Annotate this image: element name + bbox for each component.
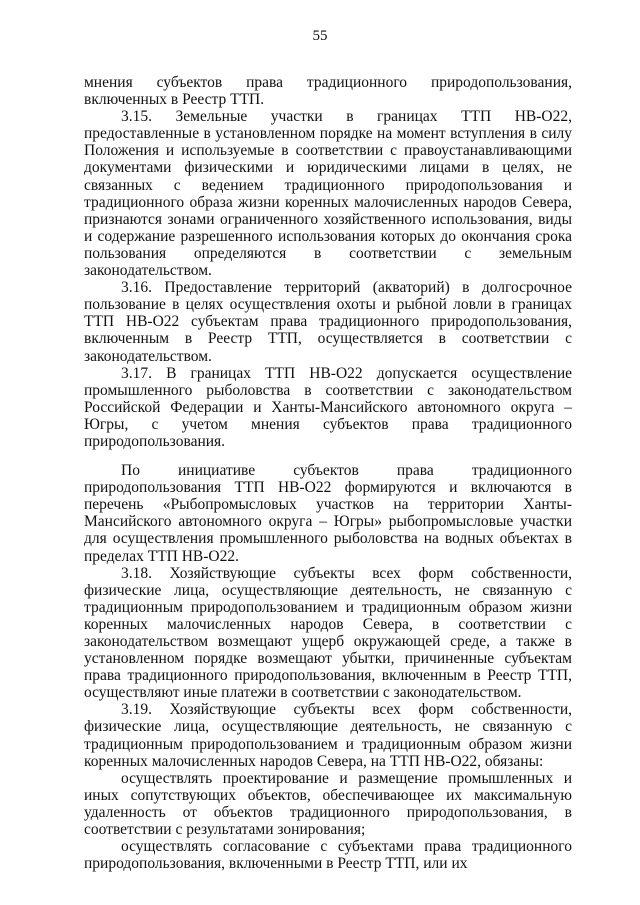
document-body [84, 74, 572, 872]
paragraph-3-16: 3.16. Предоставление территорий (акваторий) в долгосрочное пользование в целях осуществления охоты и рыбной ловли в границах ТТП НВ-О22 субъектам права традиционного природопользования, включенным в Реестр ТТП, осуществляется в соответствии с законодательством. [84, 279, 572, 365]
paragraph-3-17: 3.17. В границах ТТП НВ-О22 допускается осуществление промышленного рыболовства в соответствии с законодательством Российской Федерации и Ханты-Мансийского автономного округа – Югры, с учетом мнения субъектов права традиционного природопользования. [84, 364, 572, 450]
page-number: 55 [312, 28, 328, 44]
paragraph-continuation: мнения субъектов права традиционного природопользования, включенных в Реестр ТТП. [84, 74, 572, 109]
paragraph-3-19: 3.19. Хозяйствующие субъекты всех форм собственности, физические лица, осуществляющие деятельность, не связанную с традиционным природопользованием и традиционным образом жизни коренных малочисленных народов Севера, на ТТП НВ-О22, обязаны: [84, 701, 572, 770]
list-item-agreement: осуществлять согласование с субъектами права традиционного природопользования, включенными в Реестр ТТП, или их [84, 838, 572, 873]
paragraph-3-15: 3.15. Земельные участки в границах ТТП НВ-О22, предоставленные в установленном порядке на момент вступления в силу Положения и используемые в соответствии с правоустанавливающими документами физическими и юридическими лицами в целях, не связанных с ведением традиционного природопользования и традиционного образа жизни коренных малочисленных народов Севера, признаются зонами ограниченного хозяйственного использования, виды и содержание разрешенного использования которых до окончания срока пользования определяются в соответствии с земельным законодательством. [84, 108, 572, 280]
list-item-design: осуществлять проектирование и размещение промышленных и иных сопутствующих объектов, обеспечивающее их максимальную удаленность от объектов традиционного природопользования, в соответствии с результатами зонирования; [84, 769, 572, 839]
paragraph-initiative: По инициативе субъектов права традиционного природопользования ТТП НВ-О22 формируются и включаются в перечень «Рыбопромысловых участков на территории Ханты-Мансийского автономного округа – Югры» рыбопромысловые участки для осуществления промышленного рыболовства на водных объектах в пределах ТТП НВ-О22. [84, 462, 572, 565]
paragraph-3-18: 3.18. Хозяйствующие субъекты всех форм собственности, физические лица, осуществляющие деятельность, не связанную с традиционным природопользованием и традиционным образом жизни коренных малочисленных народов Севера, в соответствии с законодательством возмещают ущерб окружающей среде, а также в установленном порядке возмещают убытки, причиненные субъектам права традиционного природопользования, включенным в Реестр ТТП, осуществляют иные платежи в соответствии с законодательством. [84, 564, 572, 702]
